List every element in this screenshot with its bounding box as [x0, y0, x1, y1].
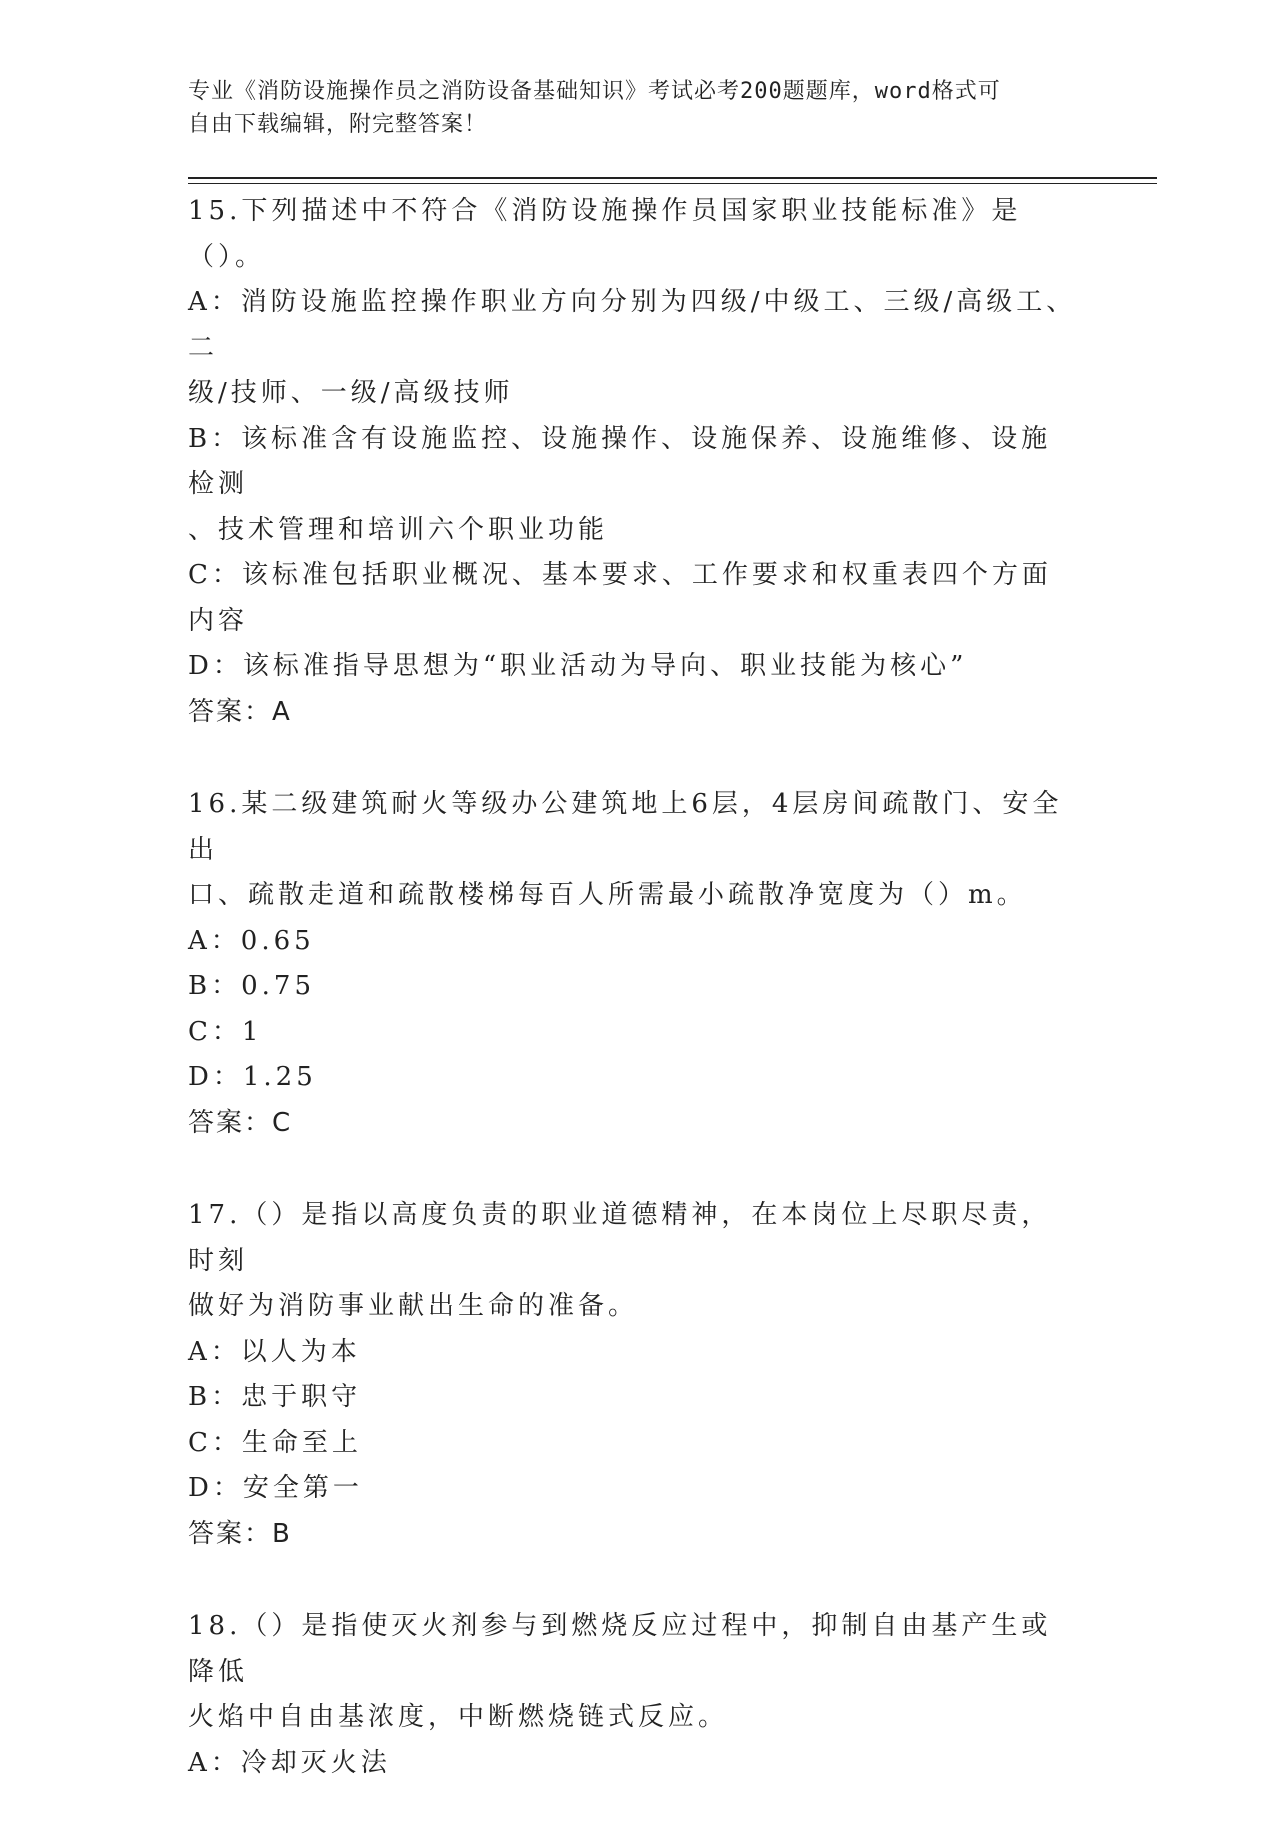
header-divider-thin [188, 183, 1157, 184]
answer-option-line: D：该标准指导思想为“职业活动为导向、职业技能为核心” [188, 651, 968, 681]
answer-option-line: 、技术管理和培训六个职业功能 [188, 514, 609, 545]
answer-option-line: D：1.25 [188, 1062, 317, 1092]
answer-key: 答案：C [188, 1107, 293, 1138]
answer-option [188, 1330, 1078, 1376]
header-line-2: 自由下载编辑，附完整答案！ [188, 112, 488, 137]
answer-key: 答案：B [188, 1518, 292, 1549]
answer-option-line: A：以人为本 [188, 1336, 361, 1367]
answer-option [188, 1466, 1078, 1512]
answer-option [188, 1741, 1078, 1787]
question-stem-line: 18.（）是指使灭火剂参与到燃烧反应过程中，抑制自由基产生或降低 [188, 1611, 1052, 1687]
answer-option-line: 级/技师、一级/高级技师 [188, 378, 514, 408]
document-header [188, 75, 1068, 141]
answer-option-line: B：该标准含有设施监控、设施操作、设施保养、设施维修、设施检测 [188, 423, 1052, 499]
question-block [188, 189, 1078, 735]
question-block [188, 1604, 1078, 1786]
question-stem-line: 火焰中自由基浓度，中断燃烧链式反应。 [188, 1702, 729, 1732]
answer-option [188, 417, 1078, 554]
answer-option [188, 964, 1078, 1010]
question-stem-line: 口、疏散走道和疏散楼梯每百人所需最小疏散净宽度为（）m。 [188, 880, 1027, 910]
answer-option-line: A：冷却灭火法 [188, 1747, 391, 1778]
answer-key: 答案：A [188, 696, 292, 727]
question-stem-line: 15.下列描述中不符合《消防设施操作员国家职业技能标准》是（）。 [188, 196, 1022, 272]
answer-option-line: C：生命至上 [188, 1427, 362, 1458]
answer-option [188, 1421, 1078, 1467]
question-list [188, 189, 1078, 1833]
answer-option [188, 1055, 1078, 1101]
answer-option-line: A：消防设施监控操作职业方向分别为四级/中级工、三级/高级工、二 [188, 287, 1077, 363]
question-stem-line: 16.某二级建筑耐火等级办公建筑地上6层，4层房间疏散门、安全出 [188, 789, 1063, 865]
answer-option [188, 644, 1078, 690]
answer-option-line: C：1 [188, 1016, 263, 1047]
header-line-1: 专业《消防设施操作员之消防设备基础知识》考试必考200题题库，word格式可 [188, 79, 1001, 104]
answer-option-line: A：0.65 [188, 925, 315, 956]
answer-option [188, 1375, 1078, 1421]
answer-option [188, 280, 1078, 417]
answer-option-line: B：0.75 [188, 971, 315, 1001]
header-divider-thick [188, 177, 1157, 179]
question-block [188, 782, 1078, 1146]
answer-option-line: C：该标准包括职业概况、基本要求、工作要求和权重表四个方面内容 [188, 560, 1052, 636]
question-block [188, 1193, 1078, 1557]
question-stem-line: 17.（）是指以高度负责的职业道德精神，在本岗位上尽职尽责，时刻 [188, 1200, 1052, 1276]
answer-option [188, 1010, 1078, 1056]
question-stem-line: 做好为消防事业献出生命的准备。 [188, 1291, 639, 1321]
answer-option-line: D：安全第一 [188, 1473, 363, 1503]
answer-option-line: B：忠于职守 [188, 1382, 362, 1412]
answer-option [188, 919, 1078, 965]
answer-option [188, 553, 1078, 644]
